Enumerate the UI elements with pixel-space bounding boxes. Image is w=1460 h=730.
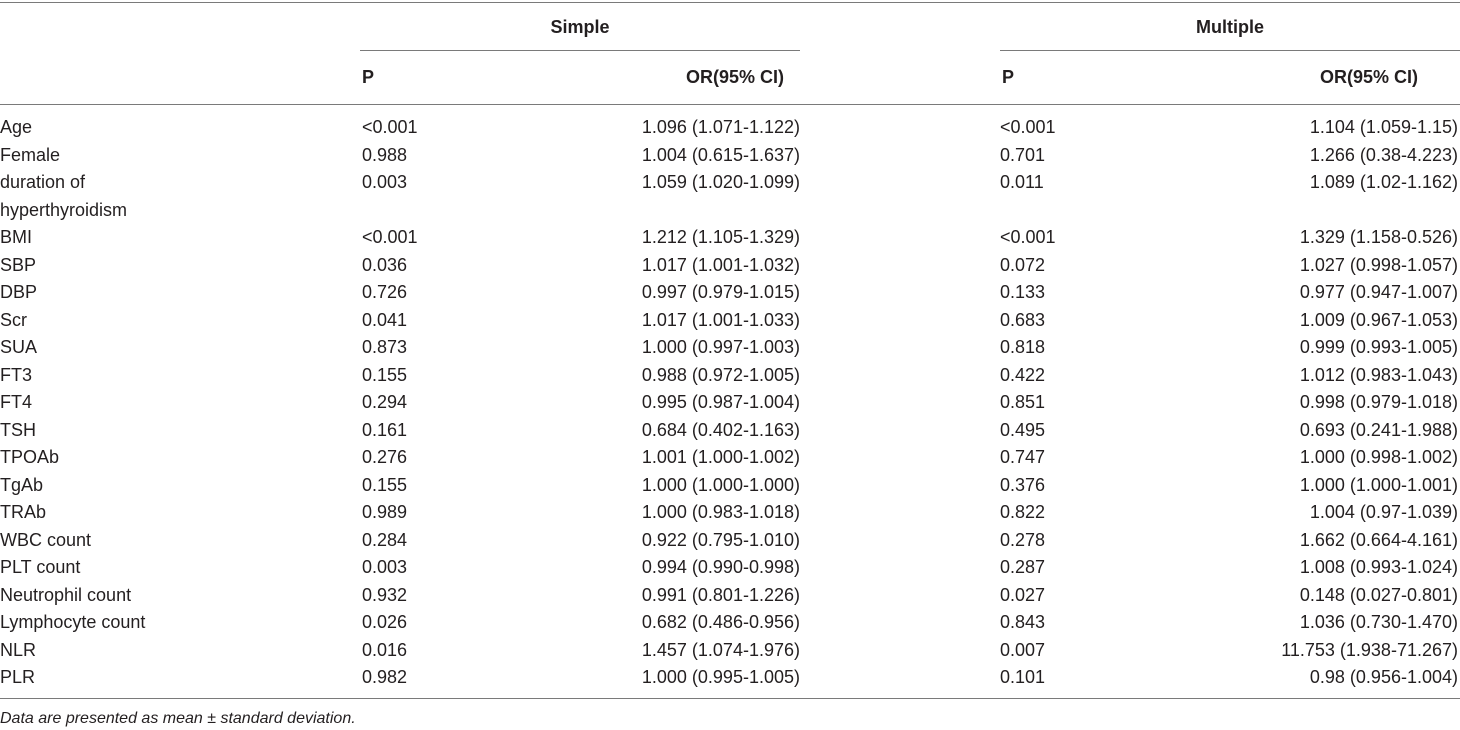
row-label: Age (0, 117, 33, 137)
row-label: FT3 (0, 364, 33, 385)
row-label: TRAb (0, 502, 47, 522)
row-label: FT4 (0, 392, 33, 412)
cell-multiple-or: 1.089 (1.02-1.162) (1309, 172, 1458, 192)
row-label: SBP (0, 254, 37, 275)
cell-simple-p: 0.284 (362, 529, 408, 550)
simple-group-rule (360, 50, 800, 51)
row-label: NLR (0, 639, 37, 660)
cell-multiple-p: 0.027 (1000, 584, 1046, 605)
cell-multiple-p: 0.007 (1000, 639, 1046, 660)
cell-simple-or: 0.997 (0.979-1.015) (641, 282, 800, 302)
cell-simple-or: 0.991 (0.801-1.226) (641, 584, 800, 605)
cell-multiple-p: 0.818 (1000, 337, 1046, 357)
row-label: Neutrophil count (0, 584, 132, 605)
cell-multiple-p: 0.133 (1000, 282, 1046, 302)
cell-multiple-or: 1.329 (1.158-0.526) (1299, 227, 1458, 247)
cell-multiple-or: 1.012 (0.983-1.043) (1299, 364, 1458, 385)
cell-multiple-p: 0.683 (1000, 309, 1046, 330)
cell-multiple-p: 0.072 (1000, 254, 1046, 275)
row-label: duration of (0, 172, 86, 192)
cell-multiple-p: 0.422 (1000, 364, 1046, 385)
cell-simple-p: <0.001 (362, 117, 418, 137)
cell-multiple-p: 0.701 (1000, 144, 1046, 165)
cell-simple-p: 0.003 (362, 557, 408, 577)
group-header-simple: Simple (550, 17, 610, 37)
cell-multiple-p: 0.376 (1000, 474, 1046, 495)
cell-simple-p: 0.155 (362, 474, 408, 495)
cell-multiple-p: 0.278 (1000, 529, 1046, 550)
cell-multiple-or: 1.266 (0.38-4.223) (1309, 144, 1458, 165)
cell-simple-p: 0.036 (362, 254, 408, 275)
row-label: BMI (0, 227, 33, 247)
cell-simple-p: 0.161 (362, 419, 408, 440)
cell-multiple-p: 0.101 (1000, 667, 1046, 687)
cell-simple-or: 1.096 (1.071-1.122) (641, 117, 800, 137)
cell-multiple-or: 0.999 (0.993-1.005) (1299, 337, 1458, 357)
row-label: PLT count (0, 557, 81, 577)
row-label: SUA (0, 337, 38, 357)
row-label: Scr (0, 309, 27, 330)
row-label: WBC count (0, 529, 92, 550)
cell-multiple-or: 0.98 (0.956-1.004) (1309, 667, 1458, 687)
group-header-multiple: Multiple (1196, 17, 1264, 37)
cell-simple-p: 0.982 (362, 667, 408, 687)
cell-simple-or: 0.684 (0.402-1.163) (641, 419, 800, 440)
cell-simple-or: 0.988 (0.972-1.005) (641, 364, 800, 385)
row-label: TSH (0, 419, 36, 440)
cell-simple-or: 1.457 (1.074-1.976) (641, 639, 800, 660)
cell-simple-or: 0.922 (0.795-1.010) (641, 529, 800, 550)
row-label: Lymphocyte count (0, 612, 146, 632)
cell-simple-p: 0.041 (362, 309, 408, 330)
cell-simple-or: 1.004 (0.615-1.637) (641, 144, 800, 165)
cell-multiple-p: <0.001 (1000, 227, 1056, 247)
cell-simple-or: 1.000 (0.995-1.005) (641, 667, 800, 687)
cell-multiple-or: 0.977 (0.947-1.007) (1299, 282, 1458, 302)
cell-simple-or: 1.000 (1.000-1.000) (641, 474, 800, 495)
cell-simple-p: 0.988 (362, 144, 408, 165)
cell-multiple-p: 0.287 (1000, 557, 1046, 577)
cell-simple-or: 1.001 (1.000-1.002) (641, 447, 800, 467)
cell-multiple-or: 1.000 (0.998-1.002) (1299, 447, 1458, 467)
cell-multiple-or: 1.027 (0.998-1.057) (1299, 254, 1458, 275)
cell-simple-p: 0.155 (362, 364, 408, 385)
cell-simple-or: 1.000 (0.997-1.003) (641, 337, 800, 357)
cell-multiple-p: 0.843 (1000, 612, 1046, 632)
cell-simple-or: 1.059 (1.020-1.099) (641, 172, 800, 192)
cell-multiple-or: 0.693 (0.241-1.988) (1299, 419, 1458, 440)
column-header-multiple-p: P (1002, 67, 1015, 87)
cell-multiple-or: 1.104 (1.059-1.15) (1309, 117, 1458, 137)
cell-simple-p: 0.932 (362, 584, 408, 605)
cell-multiple-or: 1.036 (0.730-1.470) (1299, 612, 1458, 632)
cell-simple-p: 0.873 (362, 337, 408, 357)
table-bottom-rule (0, 698, 1460, 699)
cell-multiple-or: 0.998 (0.979-1.018) (1299, 392, 1458, 412)
cell-multiple-or: 0.148 (0.027-0.801) (1299, 584, 1458, 605)
cell-multiple-or: 1.004 (0.97-1.039) (1309, 502, 1458, 522)
cell-simple-p: 0.003 (362, 172, 408, 192)
row-label: Female (0, 144, 61, 165)
cell-multiple-or: 1.008 (0.993-1.024) (1299, 557, 1458, 577)
cell-simple-or: 0.682 (0.486-0.956) (641, 612, 800, 632)
cell-simple-or: 1.212 (1.105-1.329) (641, 227, 800, 247)
cell-simple-p: 0.016 (362, 639, 408, 660)
row-label: TPOAb (0, 447, 60, 467)
multiple-group-rule (1000, 50, 1460, 51)
cell-simple-or: 1.000 (0.983-1.018) (641, 502, 800, 522)
cell-multiple-p: 0.822 (1000, 502, 1046, 522)
cell-simple-p: 0.294 (362, 392, 408, 412)
row-label: TgAb (0, 474, 44, 495)
cell-simple-p: 0.276 (362, 447, 408, 467)
cell-simple-p: 0.989 (362, 502, 408, 522)
cell-multiple-p: 0.851 (1000, 392, 1046, 412)
cell-simple-or: 1.017 (1.001-1.032) (641, 254, 800, 275)
table-top-rule (0, 2, 1460, 3)
column-header-simple-p: P (362, 67, 375, 87)
cell-simple-p: <0.001 (362, 227, 418, 247)
cell-simple-or: 1.017 (1.001-1.033) (641, 309, 800, 330)
column-header-multiple-or: OR(95% CI) (1319, 67, 1418, 87)
cell-multiple-p: 0.011 (1000, 172, 1044, 192)
table-footnote: Data are presented as mean ± standard deviation. (0, 710, 356, 727)
cell-simple-p: 0.026 (362, 612, 408, 632)
cell-multiple-p: 0.747 (1000, 447, 1046, 467)
header-bottom-rule (0, 104, 1460, 105)
cell-simple-p: 0.726 (362, 282, 408, 302)
cell-multiple-or: 11.753 (1.938-71.267) (1281, 639, 1458, 660)
cell-multiple-or: 1.000 (1.000-1.001) (1299, 474, 1458, 495)
cell-multiple-or: 1.662 (0.664-4.161) (1299, 529, 1458, 550)
cell-multiple-p: <0.001 (1000, 117, 1056, 137)
row-label: hyperthyroidism (0, 199, 128, 220)
cell-simple-or: 0.995 (0.987-1.004) (641, 392, 800, 412)
row-label: PLR (0, 667, 36, 687)
cell-multiple-or: 1.009 (0.967-1.053) (1299, 309, 1458, 330)
row-label: DBP (0, 282, 38, 302)
cell-simple-or: 0.994 (0.990-0.998) (641, 557, 800, 577)
column-header-simple-or: OR(95% CI) (685, 67, 784, 87)
cell-multiple-p: 0.495 (1000, 419, 1046, 440)
